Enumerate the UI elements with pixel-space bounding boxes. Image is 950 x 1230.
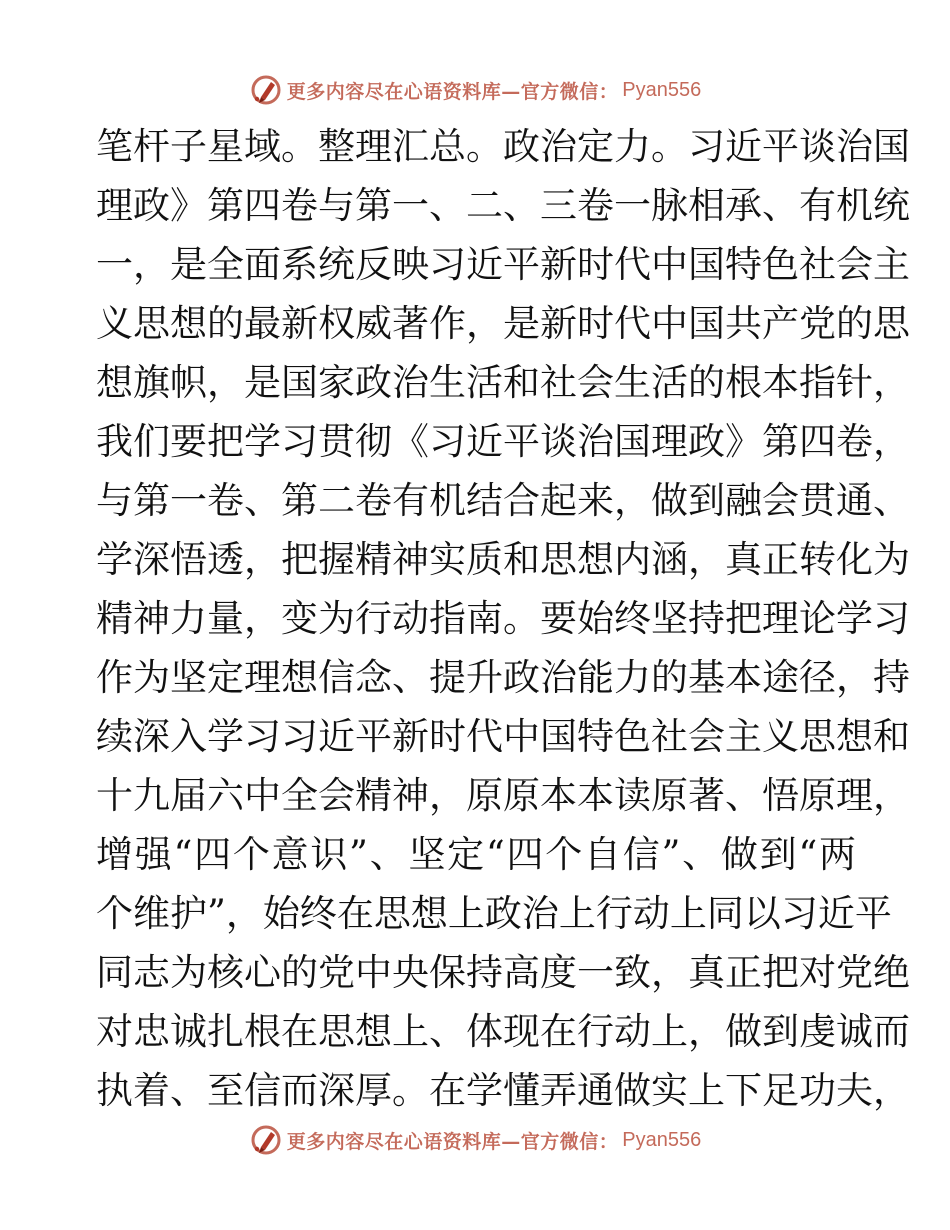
header-wechat-id: Pyan556 bbox=[622, 78, 702, 101]
body-line: 续深入学习习近平新时代中国特色社会主义思想和 bbox=[96, 715, 910, 758]
body-line: 精神力量，变为行动指南。要始终坚持把理论学习 bbox=[96, 597, 910, 640]
body-line: 对忠诚扎根在思想上、体现在行动上，做到虔诚而 bbox=[96, 1010, 910, 1053]
pen-nib-logo-icon bbox=[249, 73, 283, 107]
body-line: 理政》第四卷与第一、二、三卷一脉相承、有机统 bbox=[96, 184, 910, 227]
body-line: 个维护”，始终在思想上政治上行动上同以习近平 bbox=[96, 892, 892, 935]
footer-wechat-id: Pyan556 bbox=[622, 1128, 702, 1151]
body-line: 学深悟透，把握精神实质和思想内涵，真正转化为 bbox=[96, 538, 910, 581]
body-line: 一，是全面系统反映习近平新时代中国特色社会主 bbox=[96, 243, 910, 286]
body-line: 作为坚定理想信念、提升政治能力的基本途径，持 bbox=[96, 656, 910, 699]
body-line: 同志为核心的党中央保持高度一致，真正把对党绝 bbox=[96, 951, 910, 994]
body-line: 增强“四个意识”、坚定“四个自信”、做到“两 bbox=[96, 833, 856, 876]
header-brand-text: 更多内容尽在心语资料库—官方微信： bbox=[286, 80, 619, 103]
body-line: 义思想的最新权威著作，是新时代中国共产党的思 bbox=[96, 302, 910, 345]
pen-nib-logo-icon bbox=[249, 1123, 283, 1157]
body-line: 与第一卷、第二卷有机结合起来，做到融会贯通、 bbox=[96, 479, 910, 522]
body-line: 十九届六中全会精神，原原本本读原著、悟原理， bbox=[96, 774, 910, 817]
body-line: 笔杆子星域。整理汇总。政治定力。习近平谈治国 bbox=[96, 125, 910, 168]
header-watermark-banner bbox=[0, 70, 950, 110]
footer-watermark-banner bbox=[0, 1120, 950, 1160]
body-line: 执着、至信而深厚。在学懂弄通做实上下足功夫， bbox=[96, 1069, 910, 1112]
footer-brand-text: 更多内容尽在心语资料库—官方微信： bbox=[286, 1130, 619, 1153]
body-line: 我们要把学习贯彻《习近平谈治国理政》第四卷， bbox=[96, 420, 910, 463]
body-line: 想旗帜，是国家政治生活和社会生活的根本指针， bbox=[96, 361, 910, 404]
document-body bbox=[96, 117, 910, 1120]
